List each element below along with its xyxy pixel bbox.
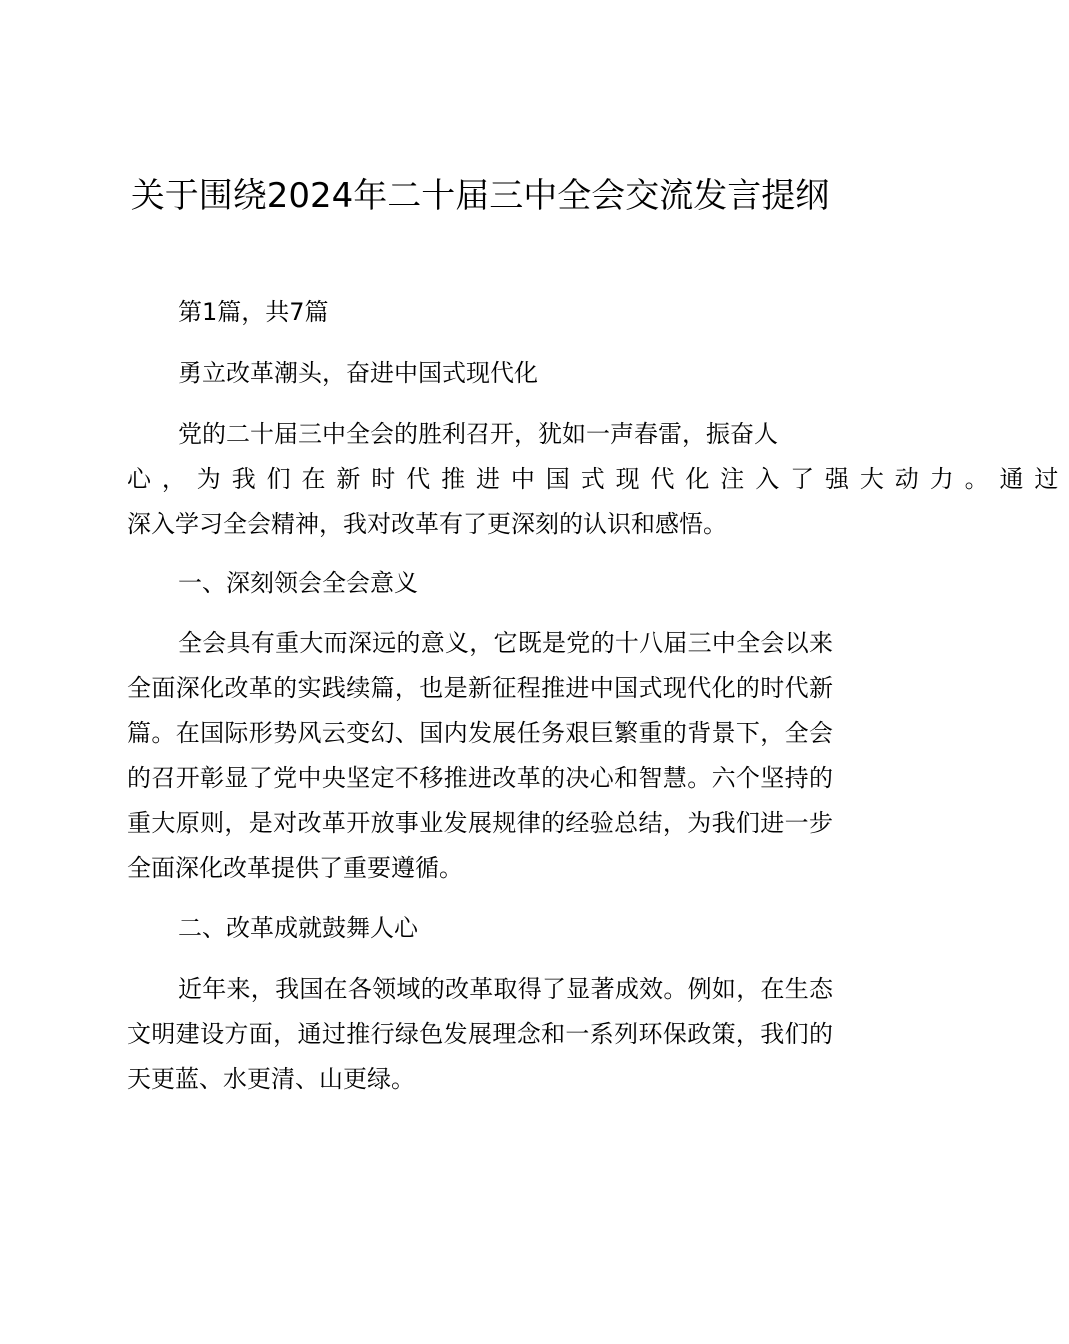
document-meta: 第1篇，共7篇 [178, 298, 329, 326]
document-subtitle: 勇立改革潮头，奋进中国式现代化 [178, 359, 538, 387]
intro-line: 心，为我们在新时代推进中国式现代化注入了强大动力。通过 [127, 465, 1069, 493]
intro-line: 深入学习全会精神，我对改革有了更深刻的认识和感悟。 [127, 510, 727, 538]
section-heading: 二、改革成就鼓舞人心 [178, 914, 418, 942]
section-heading: 一、深刻领会全会意义 [178, 569, 418, 597]
intro-paragraph [127, 412, 1069, 547]
intro-line: 党的二十届三中全会的胜利召开，犹如一声春雷，振奋人 [178, 420, 778, 448]
document-title: 关于围绕2024年二十届三中全会交流发言提纲 [130, 176, 830, 216]
section-body: 全会具有重大而深远的意义，它既是党的十八届三中全会以来全面深化改革的实践续篇，也是新征程推进中国式现代化的时代新篇。在国际形势风云变幻、国内发展任务艰巨繁重的背景下，全会的召开彰显了党中央坚定不移推进改革的决心和智慧。六个坚持的重大原则，是对改革开放事业发展规律的经验总结，为我们进一步全面深化改革提供了重要遵循。 [127, 629, 833, 882]
section-body: 近年来，我国在各领域的改革取得了显著成效。例如，在生态文明建设方面，通过推行绿色发展理念和一系列环保政策，我们的天更蓝、水更清、山更绿。 [127, 975, 833, 1093]
